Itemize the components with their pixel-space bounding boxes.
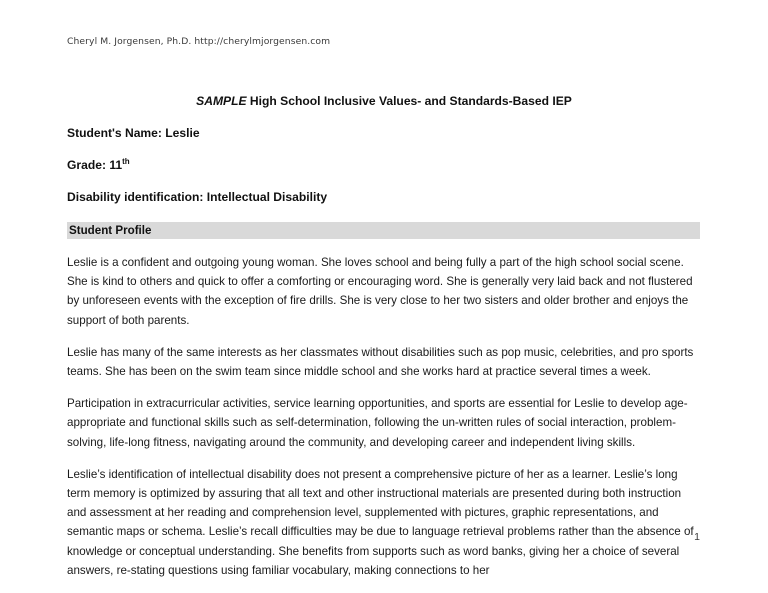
field-disability-value: Intellectual Disability	[203, 190, 328, 204]
paragraph-1: Leslie is a confident and outgoing young woman. She loves school and being fully a part of the high school social scene. She is kind to others and quick to offer a comforting or encouraging word. She is generally very laid back and not flustered by unforeseen events with the exception of fire drills. She is very close to her two sisters and older brother and enjoys the support of both parents.	[67, 256, 693, 327]
document-header-attribution: Cheryl M. Jorgensen, Ph.D. http://cherylmjorgensen.com	[67, 36, 331, 47]
document-title-rest: High School Inclusive Values- and Standards-Based IEP	[246, 94, 572, 108]
paragraph-2: Leslie has many of the same interests as her classmates without disabilities such as pop music, celebrities, and pro sports teams. She has been on the swim team since middle school and she works hard at practice several times a week.	[67, 345, 694, 379]
section-heading-text: Student Profile	[69, 224, 152, 237]
field-disability-identification	[67, 189, 701, 205]
paragraph-3: Participation in extracurricular activities, service learning opportunities, and sports are essential for Leslie to develop age-appropriate and functional skills such as self-determination, following the un-written rules of social interaction, problem-solving, life-long fitness, navigating around the community, and developing career and independent living skills.	[67, 397, 688, 449]
field-student-name	[67, 125, 701, 141]
document-title	[67, 93, 701, 109]
field-grade-label: Grade:	[67, 158, 106, 172]
document-title-sample-emphasis: SAMPLE	[196, 94, 247, 108]
page-content	[67, 0, 701, 592]
field-grade	[67, 157, 701, 173]
section-banner-student-profile	[67, 222, 700, 239]
field-grade-value: 11	[105, 158, 123, 172]
paragraph-4: Leslie’s identification of intellectual disability does not present a comprehensive picture of her as a learner. Leslie’s long term memory is optimized by assuring that all text and other instructional materials are presented during both instruction and assessment at her reading and comprehension level, supplemented with pictures, graphic representations, and semantic maps or schema. Leslie’s recall difficulties may be due to language retrieval problems rather than the absence of knowledge or conceptual understanding. She benefits from supports such as word banks, giving her a choice of several answers, re-stating questions using familiar vocabulary, making connections to her	[67, 467, 694, 577]
field-disability-label: Disability identification:	[67, 190, 204, 204]
field-grade-ordinal-suffix: th	[122, 156, 130, 166]
page-number: 1	[694, 531, 700, 543]
field-student-name-label: Student's Name:	[67, 126, 162, 140]
field-student-name-value: Leslie	[161, 126, 200, 140]
